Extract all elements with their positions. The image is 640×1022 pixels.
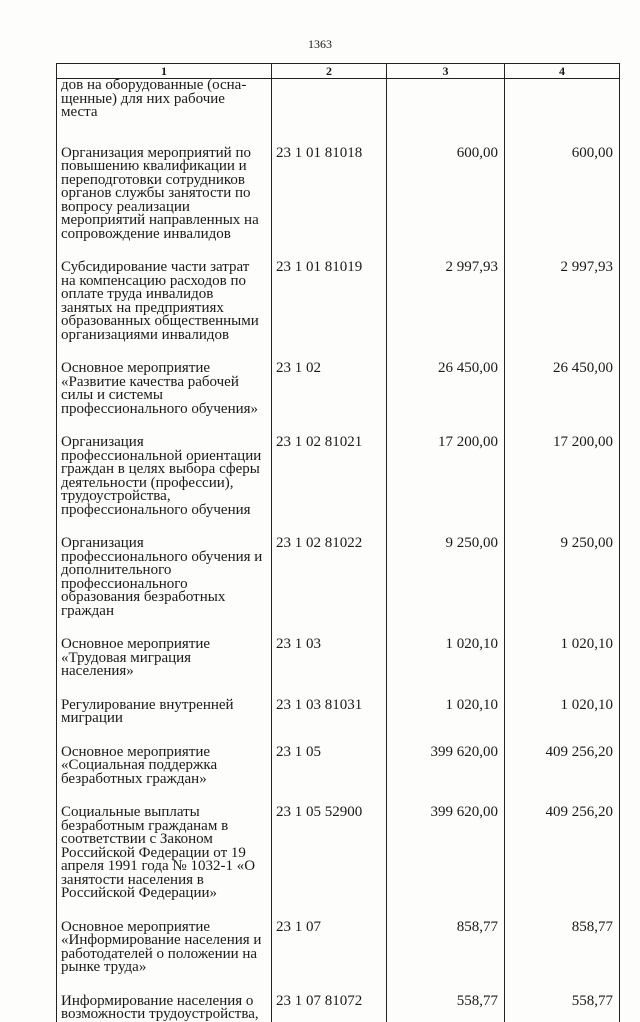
row-code <box>272 79 387 147</box>
row-value-next: 17 200,00 <box>505 436 620 537</box>
row-code: 23 1 03 81031 <box>272 699 387 746</box>
row-value-current: 558,77 <box>387 995 505 1022</box>
row-code: 23 1 01 81019 <box>272 261 387 362</box>
row-value-next: 1 020,10 <box>505 699 620 746</box>
row-code: 23 1 05 52900 <box>272 806 387 921</box>
row-code: 23 1 02 <box>272 362 387 436</box>
row-name: Информирование населения о возможности трудоустройства, <box>57 995 272 1022</box>
table-row <box>57 261 620 362</box>
row-value-next <box>505 79 620 147</box>
row-code: 23 1 02 81022 <box>272 537 387 638</box>
row-code: 23 1 07 <box>272 921 387 995</box>
row-value-current: 1 020,10 <box>387 638 505 699</box>
row-code: 23 1 05 <box>272 746 387 807</box>
row-name: Субсидирование части затрат на компенсацию расходов по оплате труда инвалидов занятых на предприятиях образованных общественными организациями инвалидов <box>57 261 272 362</box>
row-name: Социальные выплаты безработным гражданам в соответствии с Законом Российской Федерации от 19 апреля 1991 года № 1032-1 «О занятости населения в Российской Федерации» <box>57 806 272 921</box>
table-row <box>57 537 620 638</box>
row-name: Организация профессионального обучения и дополнительного профессионального образования безработных граждан <box>57 537 272 638</box>
row-value-next: 409 256,20 <box>505 806 620 921</box>
row-name: Организация мероприятий по повышению квалификации и переподготовки сотрудников органов службы занятости по вопросу реализации мероприятий направленных на сопровождение инвалидов <box>57 147 272 262</box>
row-value-next: 26 450,00 <box>505 362 620 436</box>
table-row <box>57 746 620 807</box>
row-value-current: 600,00 <box>387 147 505 262</box>
column-header: 4 <box>505 64 620 79</box>
row-value-current: 2 997,93 <box>387 261 505 362</box>
row-value-next: 2 997,93 <box>505 261 620 362</box>
table-row <box>57 436 620 537</box>
row-name: Организация профессиональной ориентации граждан в целях выбора сферы деятельности (профессии), трудоустройства, профессионального обучения <box>57 436 272 537</box>
table-row <box>57 147 620 262</box>
row-value-current: 26 450,00 <box>387 362 505 436</box>
row-code: 23 1 07 81072 <box>272 995 387 1022</box>
row-value-current: 399 620,00 <box>387 746 505 807</box>
row-value-next: 409 256,20 <box>505 746 620 807</box>
table-row <box>57 699 620 746</box>
table-row <box>57 806 620 921</box>
row-name: Основное мероприятие «Развитие качества рабочей силы и системы профессионального обучения» <box>57 362 272 436</box>
row-value-current: 858,77 <box>387 921 505 995</box>
column-header: 3 <box>387 64 505 79</box>
table-row <box>57 995 620 1022</box>
row-value-current: 9 250,00 <box>387 537 505 638</box>
row-value-next: 858,77 <box>505 921 620 995</box>
table-row <box>57 638 620 699</box>
row-value-next: 600,00 <box>505 147 620 262</box>
row-value-current: 1 020,10 <box>387 699 505 746</box>
row-code: 23 1 03 <box>272 638 387 699</box>
row-value-current: 399 620,00 <box>387 806 505 921</box>
row-value-next: 558,77 <box>505 995 620 1022</box>
row-code: 23 1 01 81018 <box>272 147 387 262</box>
row-value-next: 9 250,00 <box>505 537 620 638</box>
row-name: Основное мероприятие «Социальная поддержка безработных граждан» <box>57 746 272 807</box>
page-number: 1363 <box>308 37 332 51</box>
row-value-next: 1 020,10 <box>505 638 620 699</box>
row-code: 23 1 02 81021 <box>272 436 387 537</box>
table-row <box>57 921 620 995</box>
column-header: 1 <box>57 64 272 79</box>
row-name: Основное мероприятие «Информирование населения и работодателей о положении на рынке труда» <box>57 921 272 995</box>
table-row <box>57 79 620 147</box>
row-name: дов на оборудованные (осна-щенные) для них рабочие места <box>57 79 272 147</box>
row-value-current: 17 200,00 <box>387 436 505 537</box>
row-name: Регулирование внутренней миграции <box>57 699 272 746</box>
row-name: Основное мероприятие «Трудовая миграция населения» <box>57 638 272 699</box>
table-row <box>57 362 620 436</box>
budget-table <box>56 63 620 1022</box>
column-header: 2 <box>272 64 387 79</box>
row-value-current <box>387 79 505 147</box>
